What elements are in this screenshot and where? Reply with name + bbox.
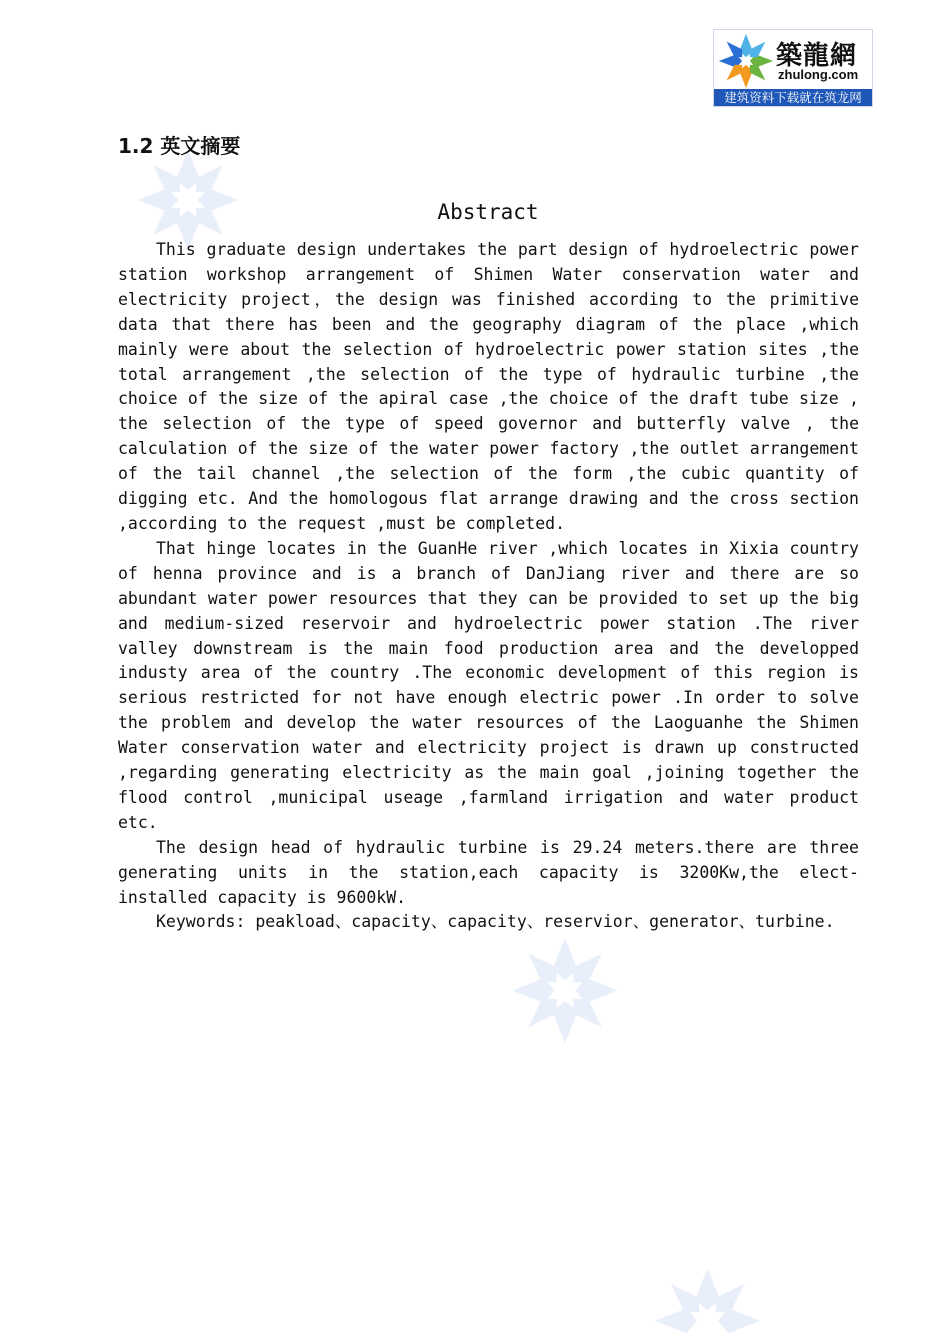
abstract-paragraph: The design head of hydraulic turbine is 29.24 meters.there are three generating units in the station,each capacity is 3200Kw,the elect-installed capacity is 9600kW.	[118, 837, 859, 907]
abstract-paragraph: That hinge locates in the GuanHe river ,which locates in Xixia country of henna province and is a branch of DanJiang river and there are so abundant water power resources that they can be provided to set up the big and medium-sized reservoir and hydroelectric power station .The river valley downstream is the main food production area and the developped industy area of the country .The economic development of this region is serious restricted for not have enough electric power .In order to solve the problem and develop the water resources of the Laoguanhe the Shimen Water conservation water and electricity project is drawn up constructed ,regarding generating electricity as the main goal ,joining together the flood control ,municipal useage ,farmland irrigation and water product etc.	[118, 538, 859, 832]
keywords-line: Keywords: peakload、capacity、capacity、reservior、generator、turbine.	[156, 912, 835, 932]
section-heading: 1.2 英文摘要	[118, 134, 241, 158]
abstract-body	[118, 238, 859, 935]
abstract-paragraph: This graduate design undertakes the part design of hydroelectric power station workshop arrangement of Shimen Water conservation water and electricity project，the design was finished according to the primitive data that there has been and the geography diagram of the place ,which mainly were about the selection of hydroelectric power station sites ,the total arrangement ,the selection of the type of hydraulic turbine ,the choice of the size of the apiral case ,the choice of the draft tube size , the selection of the type of speed governor and butterfly valve , the calculation of the size of the water power factory ,the outlet arrangement of the tail channel ,the selection of the form ,the cubic quantity of digging etc. And the homologous flat arrange drawing and the cross section ,according to the request ,must be completed.	[118, 240, 859, 533]
watermark-flower-icon	[510, 938, 620, 1043]
zhulong-logo	[713, 29, 873, 107]
logo-name-cn: 築龍網	[776, 41, 858, 71]
abstract-title: Abstract	[437, 200, 539, 224]
zhulong-logo-icon	[717, 32, 775, 90]
logo-name-en: zhulong.com	[778, 67, 859, 82]
logo-slogan: 建筑资料下载就在筑龙网	[714, 89, 872, 106]
watermark-flower-icon	[655, 1268, 760, 1344]
